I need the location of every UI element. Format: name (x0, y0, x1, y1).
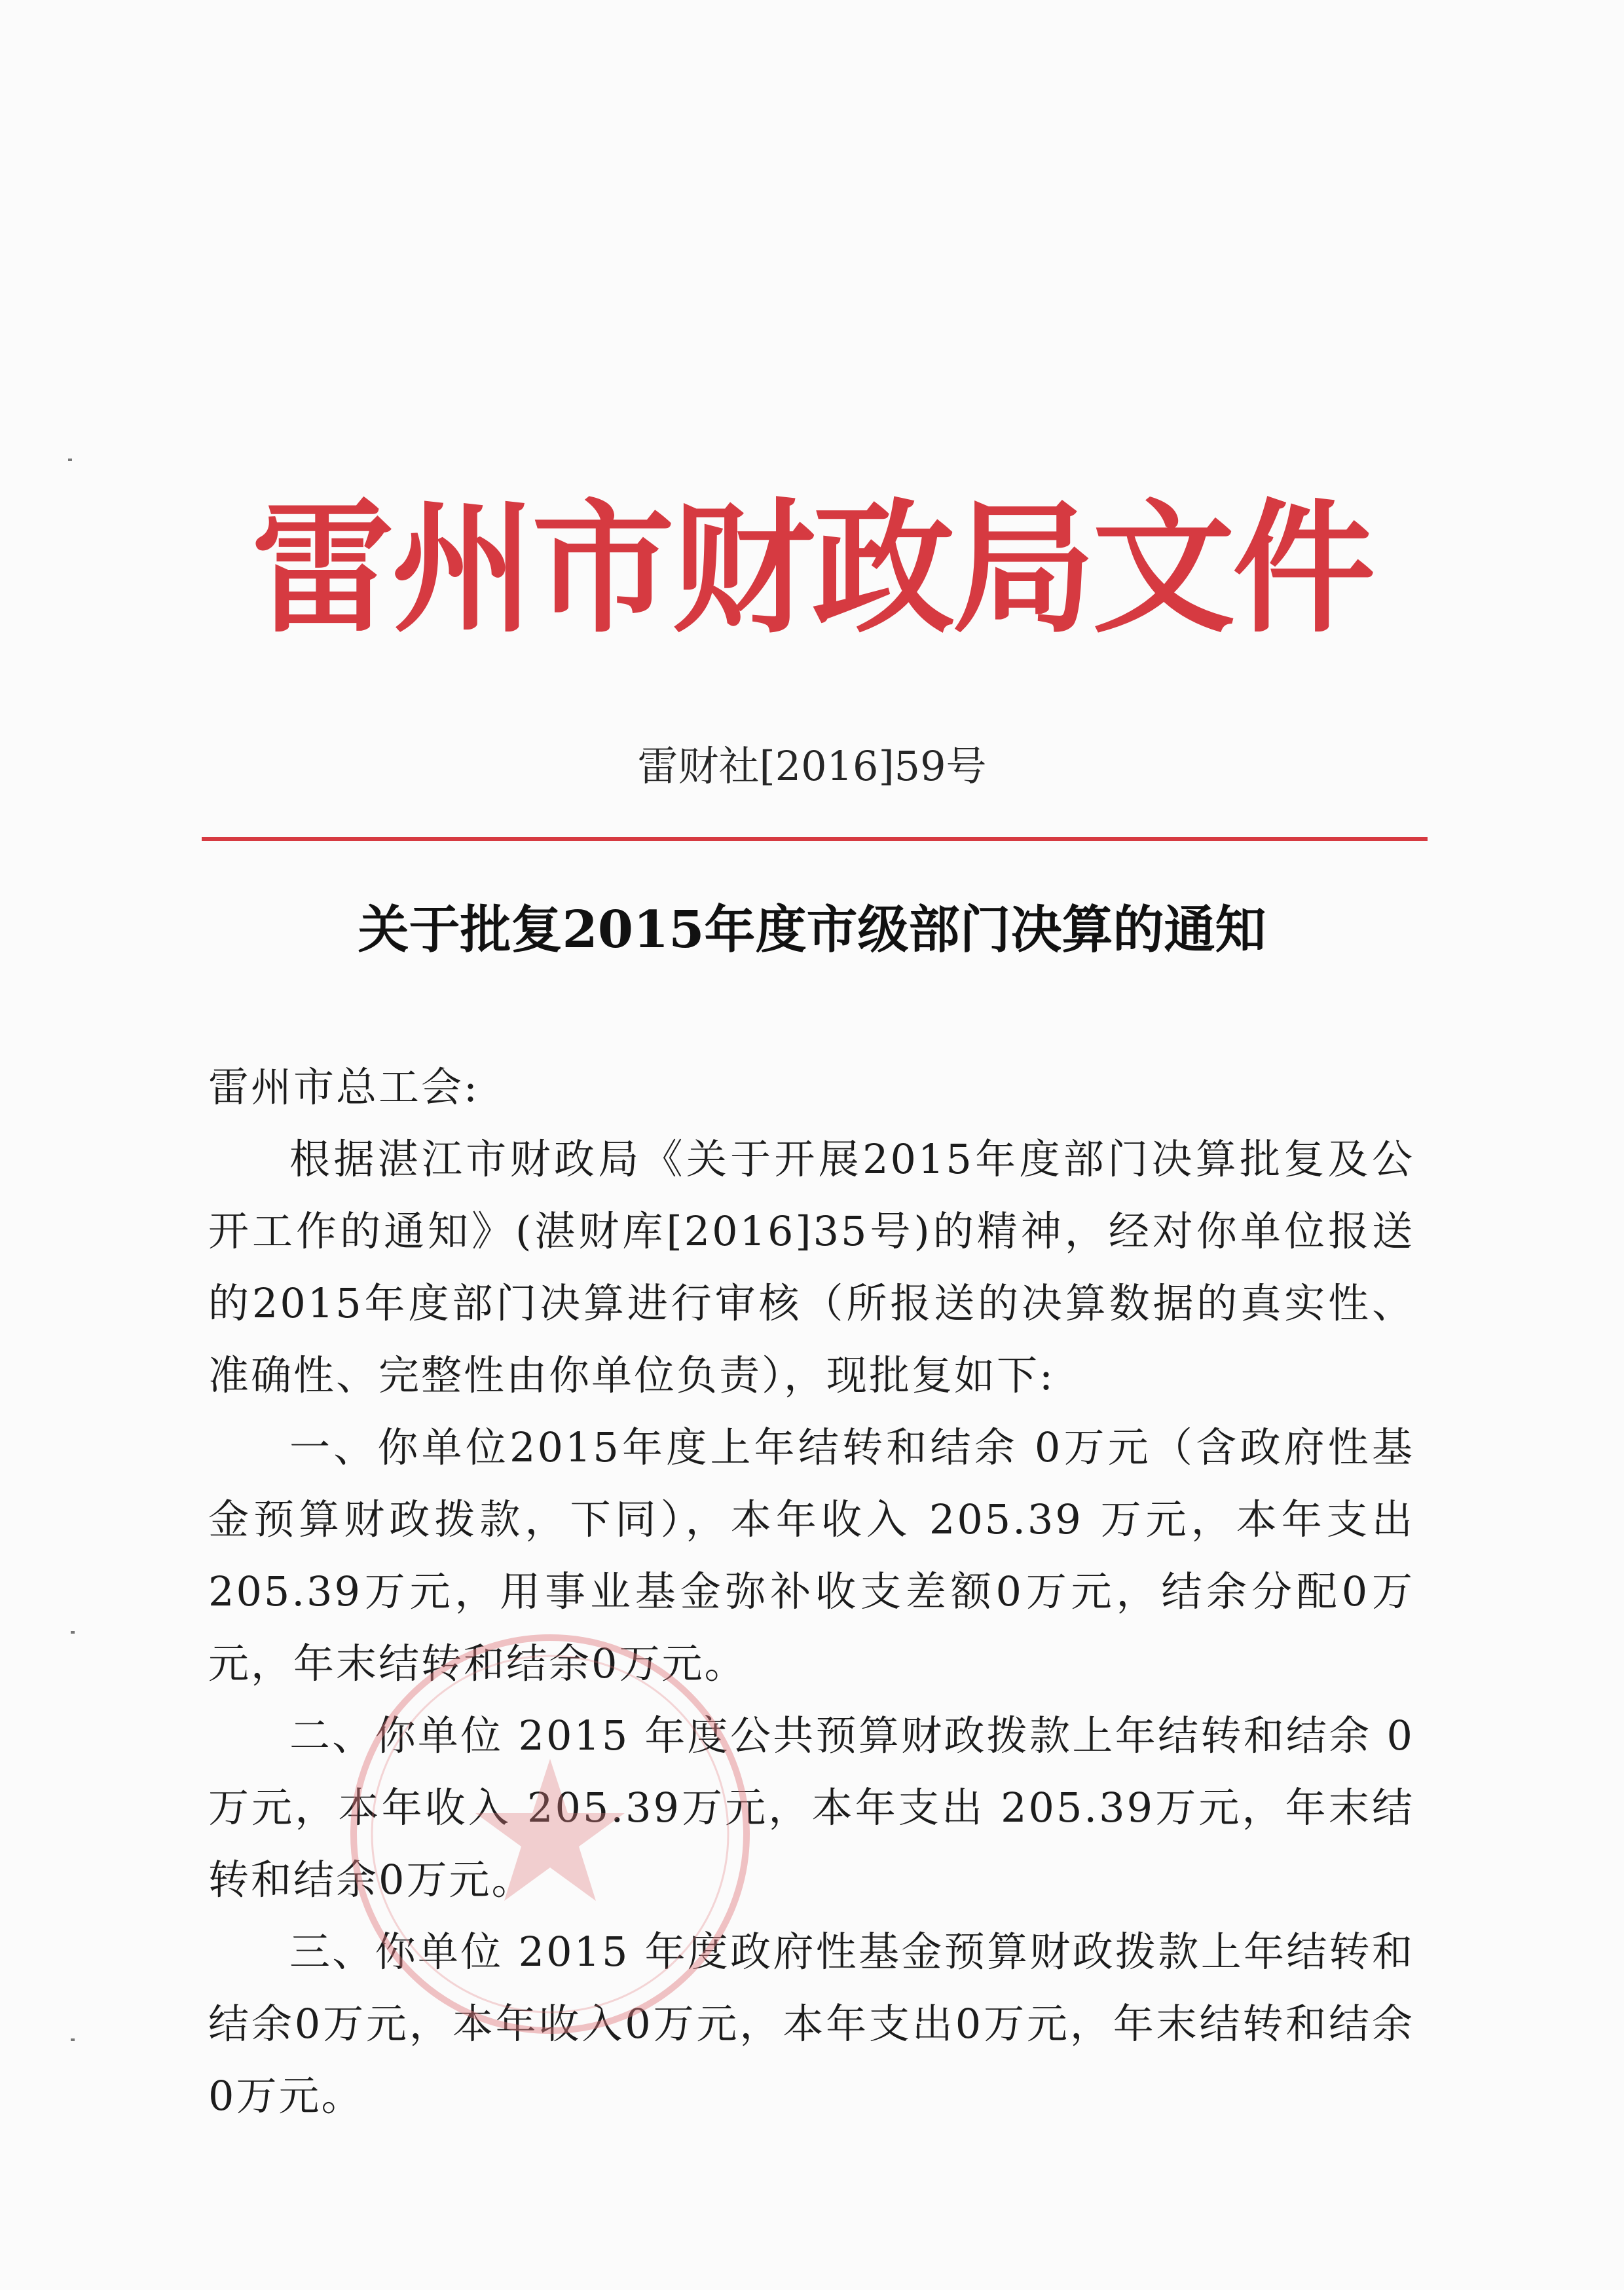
document-title: 关于批复2015年度市级部门决算的通知 (358, 900, 1266, 960)
body-paragraph-4: 三、你单位 2015 年度政府性基金预算财政拨款上年结转和结余0万元，本年收入0万元，本年支出0万元，年末结转和结余0万元。 (208, 1928, 1414, 2120)
body-paragraph-2: 一、你单位2015年度上年结转和结余 0万元（含政府性基金预算财政拨款，下同），本年收入 205.39 万元，本年支出205.39万元，用事业基金弥补收支差额0万元，结余分配0万元，年末结转和结余0万元。 (208, 1423, 1414, 1687)
document-masthead: 雷州市财政局文件 (251, 487, 1373, 652)
red-separator-line (202, 837, 1428, 841)
document-number: 雷财社[2016]59号 (637, 742, 987, 790)
document-body (208, 1051, 1414, 2132)
scan-speck (71, 2038, 75, 2041)
body-paragraph-1: 根据湛江市财政局《关于开展2015年度部门决算批复及公开工作的通知》(湛财库[2016]35号)的精神，经对你单位报送的2015年度部门决算进行审核（所报送的决算数据的真实性、准确性、完整性由你单位负责），现批复如下: (208, 1135, 1414, 1399)
scan-speck (68, 459, 72, 461)
body-paragraph-3: 二、你单位 2015 年度公共预算财政拨款上年结转和结余 0万元，本年收入 205.39万元，本年支出 205.39万元，年末结转和结余0万元。 (208, 1712, 1414, 1904)
scan-speck (71, 1631, 75, 1634)
salutation: 雷州市总工会: (208, 1063, 479, 1111)
